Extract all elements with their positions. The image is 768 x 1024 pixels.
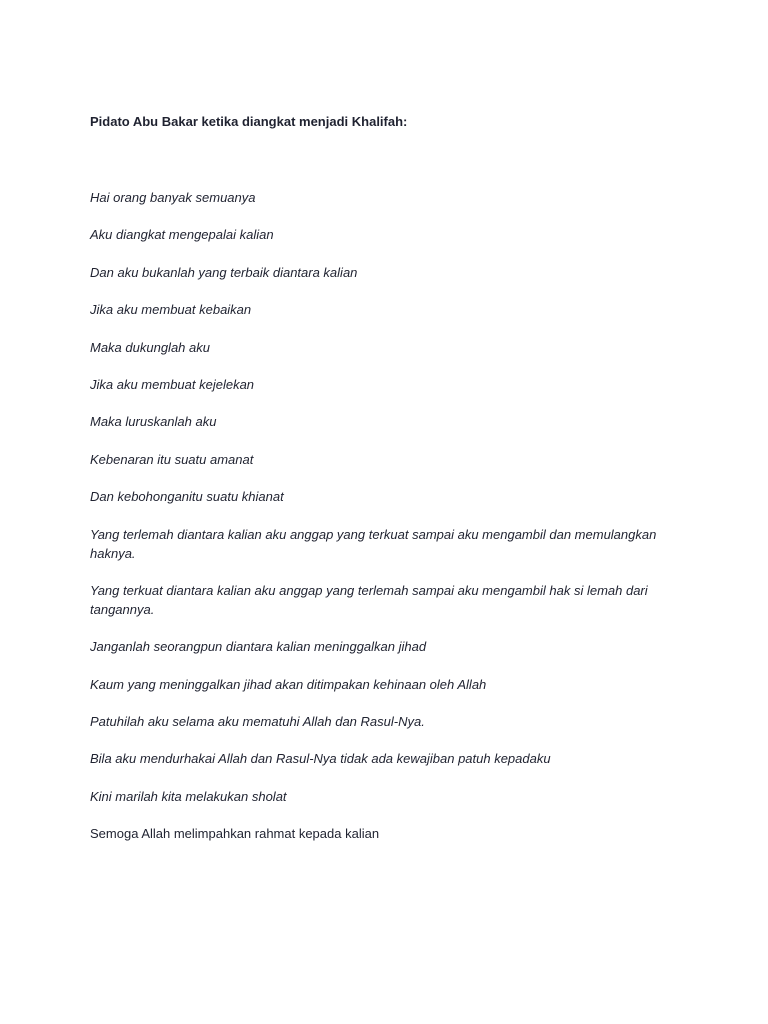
speech-line: Jika aku membuat kebaikan bbox=[90, 302, 252, 318]
document-title: Pidato Abu Bakar ketika diangkat menjadi Khalifah: bbox=[90, 114, 408, 129]
speech-line: Aku diangkat mengepalai kalian bbox=[90, 227, 274, 243]
speech-line: Dan aku bukanlah yang terbaik diantara kalian bbox=[90, 264, 358, 280]
speech-line: Bila aku mendurhakai Allah dan Rasul-Nya tidak ada kewajiban patuh kepadaku bbox=[90, 751, 551, 767]
speech-line: Janganlah seorangpun diantara kalian meninggalkan jihad bbox=[90, 639, 427, 655]
speech-line: Maka luruskanlah aku bbox=[90, 414, 217, 430]
speech-line-closing: Semoga Allah melimpahkan rahmat kepada kalian bbox=[90, 826, 380, 842]
speech-line: Kaum yang meninggalkan jihad akan ditimpakan kehinaan oleh Allah bbox=[90, 676, 487, 692]
speech-line: Patuhilah aku selama aku mematuhi Allah dan Rasul-Nya. bbox=[90, 714, 425, 730]
speech-line: Yang terkuat diantara kalian aku anggap yang terlemah sampai aku mengambil hak si lemah dari tangannya. bbox=[90, 582, 648, 617]
speech-line: Yang terlemah diantara kalian aku anggap yang terkuat sampai aku mengambil dan memulangkan haknya. bbox=[90, 526, 657, 561]
speech-line: Hai orang banyak semuanya bbox=[90, 190, 256, 205]
speech-line: Dan kebohonganitu suatu khianat bbox=[90, 489, 284, 505]
speech-line: Maka dukunglah aku bbox=[90, 339, 210, 355]
speech-text bbox=[90, 188, 680, 862]
speech-line: Kini marilah kita melakukan sholat bbox=[90, 788, 287, 804]
speech-line: Jika aku membuat kejelekan bbox=[90, 376, 255, 392]
speech-line: Kebenaran itu suatu amanat bbox=[90, 451, 254, 467]
